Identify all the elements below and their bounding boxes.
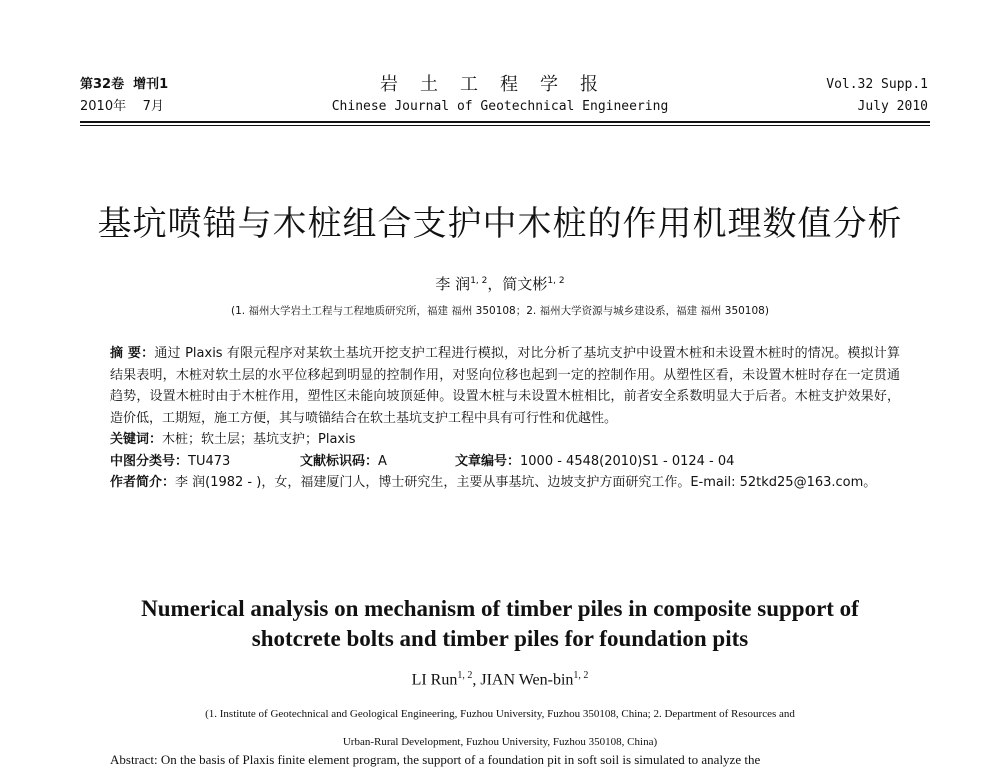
author-separator-en: , — [472, 671, 481, 689]
abstract-label: 摘 要： — [110, 346, 155, 361]
journal-title-cn: 岩土工程学报 — [380, 74, 620, 95]
author2-cn-affil: 1, 2 — [547, 276, 565, 286]
abstract-en-partial: Abstract: On the basis of Plaxis finite element program, the support of a foundation pit in soft soil is simulated to analyze the — [110, 752, 761, 767]
doc-code-label: 文献标识码： — [300, 453, 379, 469]
article-no-value: 1000 - 4548(2010)S1 - 0124 - 04 — [520, 453, 735, 469]
classification-row — [110, 451, 900, 473]
header-volume: 第32卷 — [80, 77, 125, 92]
header-supplement: 增刊1 — [133, 77, 169, 92]
clc-label: 中图分类号： — [110, 453, 189, 469]
author1-en: LI Run — [411, 671, 458, 689]
doc-code-cell — [300, 451, 455, 473]
authors-cn — [0, 273, 1000, 294]
article-no-label: 文章编号： — [455, 453, 521, 469]
clc-cell — [110, 451, 300, 473]
authors-en — [0, 670, 1000, 689]
header-rule-thin — [80, 125, 930, 126]
title-en-line1: Numerical analysis on mechanism of timber piles in composite support of — [141, 596, 859, 621]
header-rule-thick — [80, 121, 930, 123]
keywords-text: 木桩；软土层；基坑支护；Plaxis — [162, 432, 356, 447]
abstract-block-cn — [110, 343, 900, 494]
keywords-cn — [110, 429, 900, 451]
affiliation-en — [0, 700, 1000, 756]
affiliation-cn: (1. 福州大学岩土工程与工程地质研究所，福建 福州 350108；2. 福州大学资源与城乡建设系，福建 福州 350108) — [231, 305, 769, 317]
author-separator-cn: ， — [487, 275, 503, 293]
author2-cn: 简文彬 — [502, 275, 548, 293]
article-no-cell — [455, 451, 734, 473]
keywords-label: 关键词： — [110, 432, 163, 447]
journal-title-en: Chinese Journal of Geotechnical Engineering — [331, 99, 669, 114]
article-title-cn: 基坑喷锚与木桩组合支护中木桩的作用机理数值分析 — [97, 204, 903, 244]
author2-en-affil: 1, 2 — [573, 670, 589, 681]
header-year: 2010年 — [80, 99, 127, 114]
header-date-en: July 2010 — [857, 99, 928, 114]
abstract-text: 通过 Plaxis 有限元程序对某软土基坑开挖支护工程进行模拟，对比分析了基坑支护中设置木桩和未设置木桩时的情况。模拟计算结果表明，木桩对软土层的水平位移起到明显的控制作用，对竖向位移也起到一定的控制作用。从塑性区看，未设置木桩时存在一定贯通趋势，设置木桩时由于木桩作用，塑性区未能向坡顶延伸。设置木桩与未设置木桩相比，前者安全系数明显大于后者。木桩支护效果好，造价低，工期短，施工方便，其与喷锚结合在软土基坑支护工程中具有可行性和优越性。 — [110, 346, 901, 426]
author1-en-affil: 1, 2 — [457, 670, 473, 681]
author2-en: JIAN Wen-bin — [480, 671, 574, 689]
bio-text: 李 润(1982 - )，女，福建厦门人，博士研究生，主要从事基坑、边坡支护方面研究工作。E-mail: 52tkd25@163.com。 — [175, 475, 877, 490]
bio-label: 作者简介： — [110, 475, 176, 490]
article-title-en — [0, 594, 1000, 654]
author1-cn: 李 润 — [435, 275, 471, 293]
header-month: 7月 — [142, 99, 164, 114]
author-bio — [110, 472, 900, 494]
affiliation-en-line2: Urban-Rural Development, Fuzhou University, Fuzhou 350108, China) — [342, 736, 658, 748]
title-en-line2: shotcrete bolts and timber piles for foundation pits — [251, 626, 749, 651]
affiliation-en-line1: (1. Institute of Geotechnical and Geological Engineering, Fuzhou University, Fuzhou 350108, China; 2. Department of Resources and — [205, 708, 795, 720]
header-volume-en — [826, 74, 928, 118]
abstract-cn — [110, 343, 900, 429]
doc-code-value: A — [378, 453, 387, 469]
header-vol-supp-en: Vol.32 Supp.1 — [826, 77, 928, 92]
clc-value: TU473 — [188, 453, 231, 469]
author1-cn-affil: 1, 2 — [470, 276, 488, 286]
